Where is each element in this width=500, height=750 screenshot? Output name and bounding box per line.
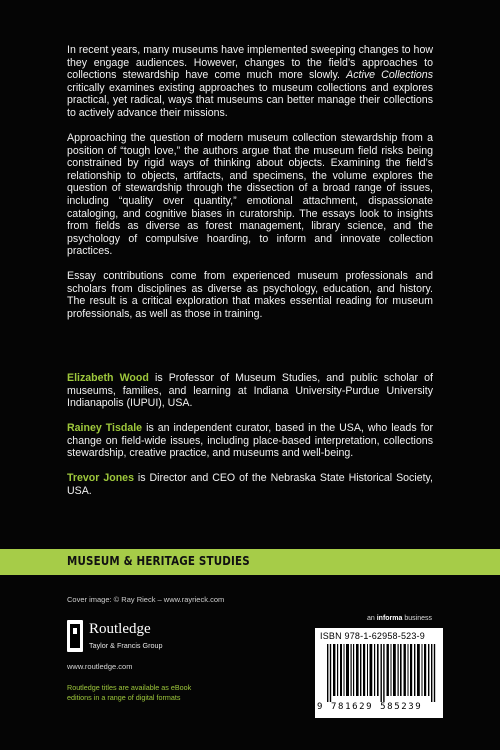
publisher-name: Routledge [89, 621, 151, 637]
publisher-subtitle: Taylor & Francis Group [89, 641, 163, 650]
routledge-logo [67, 620, 197, 656]
isbn-barcode-box [315, 628, 443, 718]
ebook-note: Routledge titles are available as eBook editions in a range of digital formats [67, 683, 192, 702]
informa-business-label: an informa business [367, 615, 432, 622]
author-name: Rainey Tisdale [67, 422, 143, 435]
author-name: Elizabeth Wood [67, 372, 149, 384]
bio-trevor-jones: Trevor Jones is Director and CEO of the Nebraska State Historical Society, USA. [67, 472, 433, 497]
author-name: Trevor Jones [67, 472, 134, 485]
description-paragraph-3: Essay contributions come from experienced museum professionals and scholars from disciplines as diverse as psychology, education, and history. The result is a critical exploration that makes essential reading for museum professionals, as well as those in training. [67, 270, 433, 321]
description-paragraph-2: Approaching the question of modern museum collection stewardship from a position of “tough love,” the authors argue that the museum field risks being constrained by rigid ways of thinking about objects. Examining the field’s relationship to objects, artifacts, and specimens, the volume explores the question of stewardship through the dissection of a broad range of issues, including “quality over quantity,” emotional attachment, dispassionate cataloging, and cognitive biases in curatorship. The essays look to insights from fields as diverse as forest management, library science, and the psychology of compulsive hoarding, to inform and innovate collection practices. [67, 131, 433, 258]
bio-elizabeth-wood: Elizabeth Wood is Professor of Museum Studies, and public scholar of museums, families, and learning at Indiana University-Purdue University Indianapolis (IUPUI), USA. [67, 372, 433, 410]
book-title-italic: Active Collections [346, 69, 433, 82]
book-description [67, 44, 433, 333]
publisher-website: www.routledge.com [67, 662, 133, 671]
barcode-icon [327, 644, 437, 702]
routledge-logo-icon [67, 620, 83, 652]
barcode-digits: 9 781629 585239 [317, 702, 423, 712]
description-paragraph-1: In recent years, many museums have implemented sweeping changes to how they engage audiences. However, changes to the field’s approaches to collections stewardship have come much more slowly. Active Collections critically examines existing approaches to museum collections and explores practical, yet radical, ways that museums can better manage their collections to actively advance their missions. [67, 44, 433, 119]
series-title: MUSEUM & HERITAGE STUDIES [67, 554, 250, 568]
cover-image-credit: Cover image: © Ray Rieck – www.rayrieck.com [67, 595, 225, 604]
bio-rainey-tisdale: Rainey Tisdale is an independent curator, based in the USA, who leads for change on field-wide issues, including place-based interpretation, collections stewardship, creative practice, and museums and well-being. [67, 422, 433, 460]
isbn-label: ISBN 978-1-62958-523-9 [320, 631, 425, 641]
author-bios [67, 372, 433, 510]
